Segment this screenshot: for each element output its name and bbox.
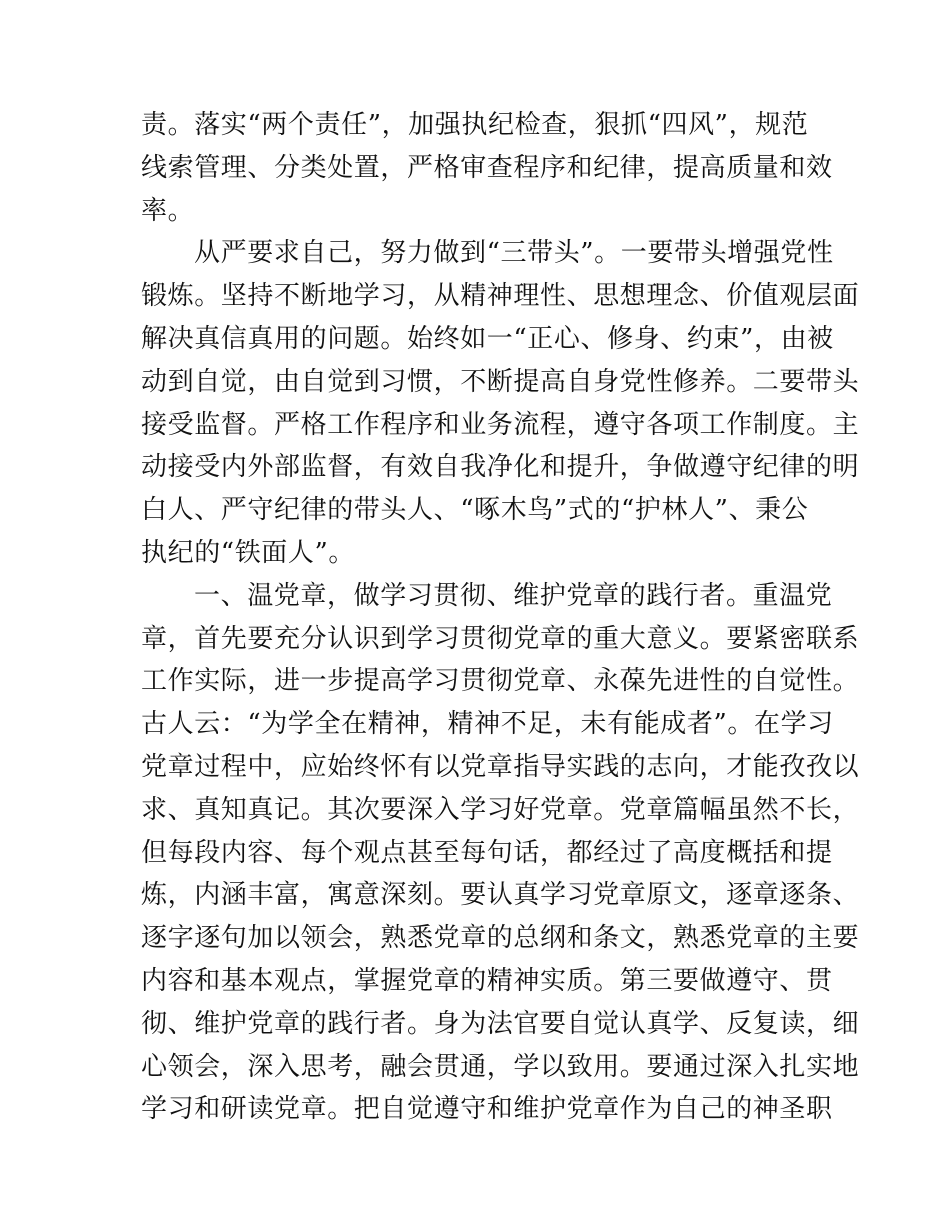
- text-line: 但每段内容、每个观点甚至每句话，都经过了高度概括和提: [141, 837, 833, 868]
- text-line: 炼，内涵丰富，寓意深刻。要认真学习党章原文，逐章逐条、: [141, 880, 860, 911]
- document-body: [141, 104, 860, 1131]
- text-line: 责。落实“两个责任”，加强执纪检查，狠抓“四风”，规范: [141, 110, 809, 140]
- text-line: 率。: [141, 195, 195, 226]
- text-line: 古人云：“为学全在精神，精神不足，未有能成者”。在学习: [141, 709, 834, 740]
- text-line: 章，首先要充分认识到学习贯彻党章的重大意义。要紧密联系: [141, 623, 860, 654]
- text-line: 学习和研读党章。把自觉遵守和维护党章作为自己的神圣职: [141, 1094, 833, 1125]
- text-line: 彻、维护党章的践行者。身为法官要自觉认真学、反复读，细: [141, 1008, 860, 1039]
- text-line: 接受监督。严格工作程序和业务流程，遵守各项工作制度。主: [141, 409, 860, 440]
- text-line: 动接受内外部监督，有效自我净化和提升，争做遵守纪律的明: [141, 452, 860, 483]
- text-line: 线索管理、分类处置，严格审查程序和纪律，提高质量和效: [141, 152, 833, 183]
- text-line: 求、真知真记。其次要深入学习好党章。党章篇幅虽然不长，: [141, 794, 860, 825]
- text-line: 党章过程中，应始终怀有以党章指导实践的志向，才能孜孜以: [141, 751, 860, 782]
- text-line: 锻炼。坚持不断地学习，从精神理性、思想理念、价值观层面: [141, 281, 860, 312]
- text-line: 逐字逐句加以领会，熟悉党章的总纲和条文，熟悉党章的主要: [141, 923, 860, 954]
- text-line: 工作实际，进一步提高学习贯彻党章、永葆先进性的自觉性。: [141, 666, 860, 697]
- text-line: 内容和基本观点，掌握党章的精神实质。第三要做遵守、贯: [141, 965, 833, 996]
- text-line: 心领会，深入思考，融会贯通，学以致用。要通过深入扎实地: [141, 1051, 860, 1082]
- text-line: 解决真信真用的问题。始终如一“正心、修身、约束”，由被: [141, 323, 834, 354]
- text-line: 一、温党章，做学习贯彻、维护党章的践行者。重温党: [194, 580, 833, 611]
- text-line: 动到自觉，由自觉到习惯，不断提高自身党性修养。二要带头: [141, 366, 860, 397]
- text-line: 白人、严守纪律的带头人、“啄木鸟”式的“护林人”、秉公: [141, 495, 809, 526]
- text-line: 从严要求自己，努力做到“三带头”。一要带头增强党性: [194, 238, 834, 269]
- text-line: 执纪的“铁面人”。: [141, 537, 355, 568]
